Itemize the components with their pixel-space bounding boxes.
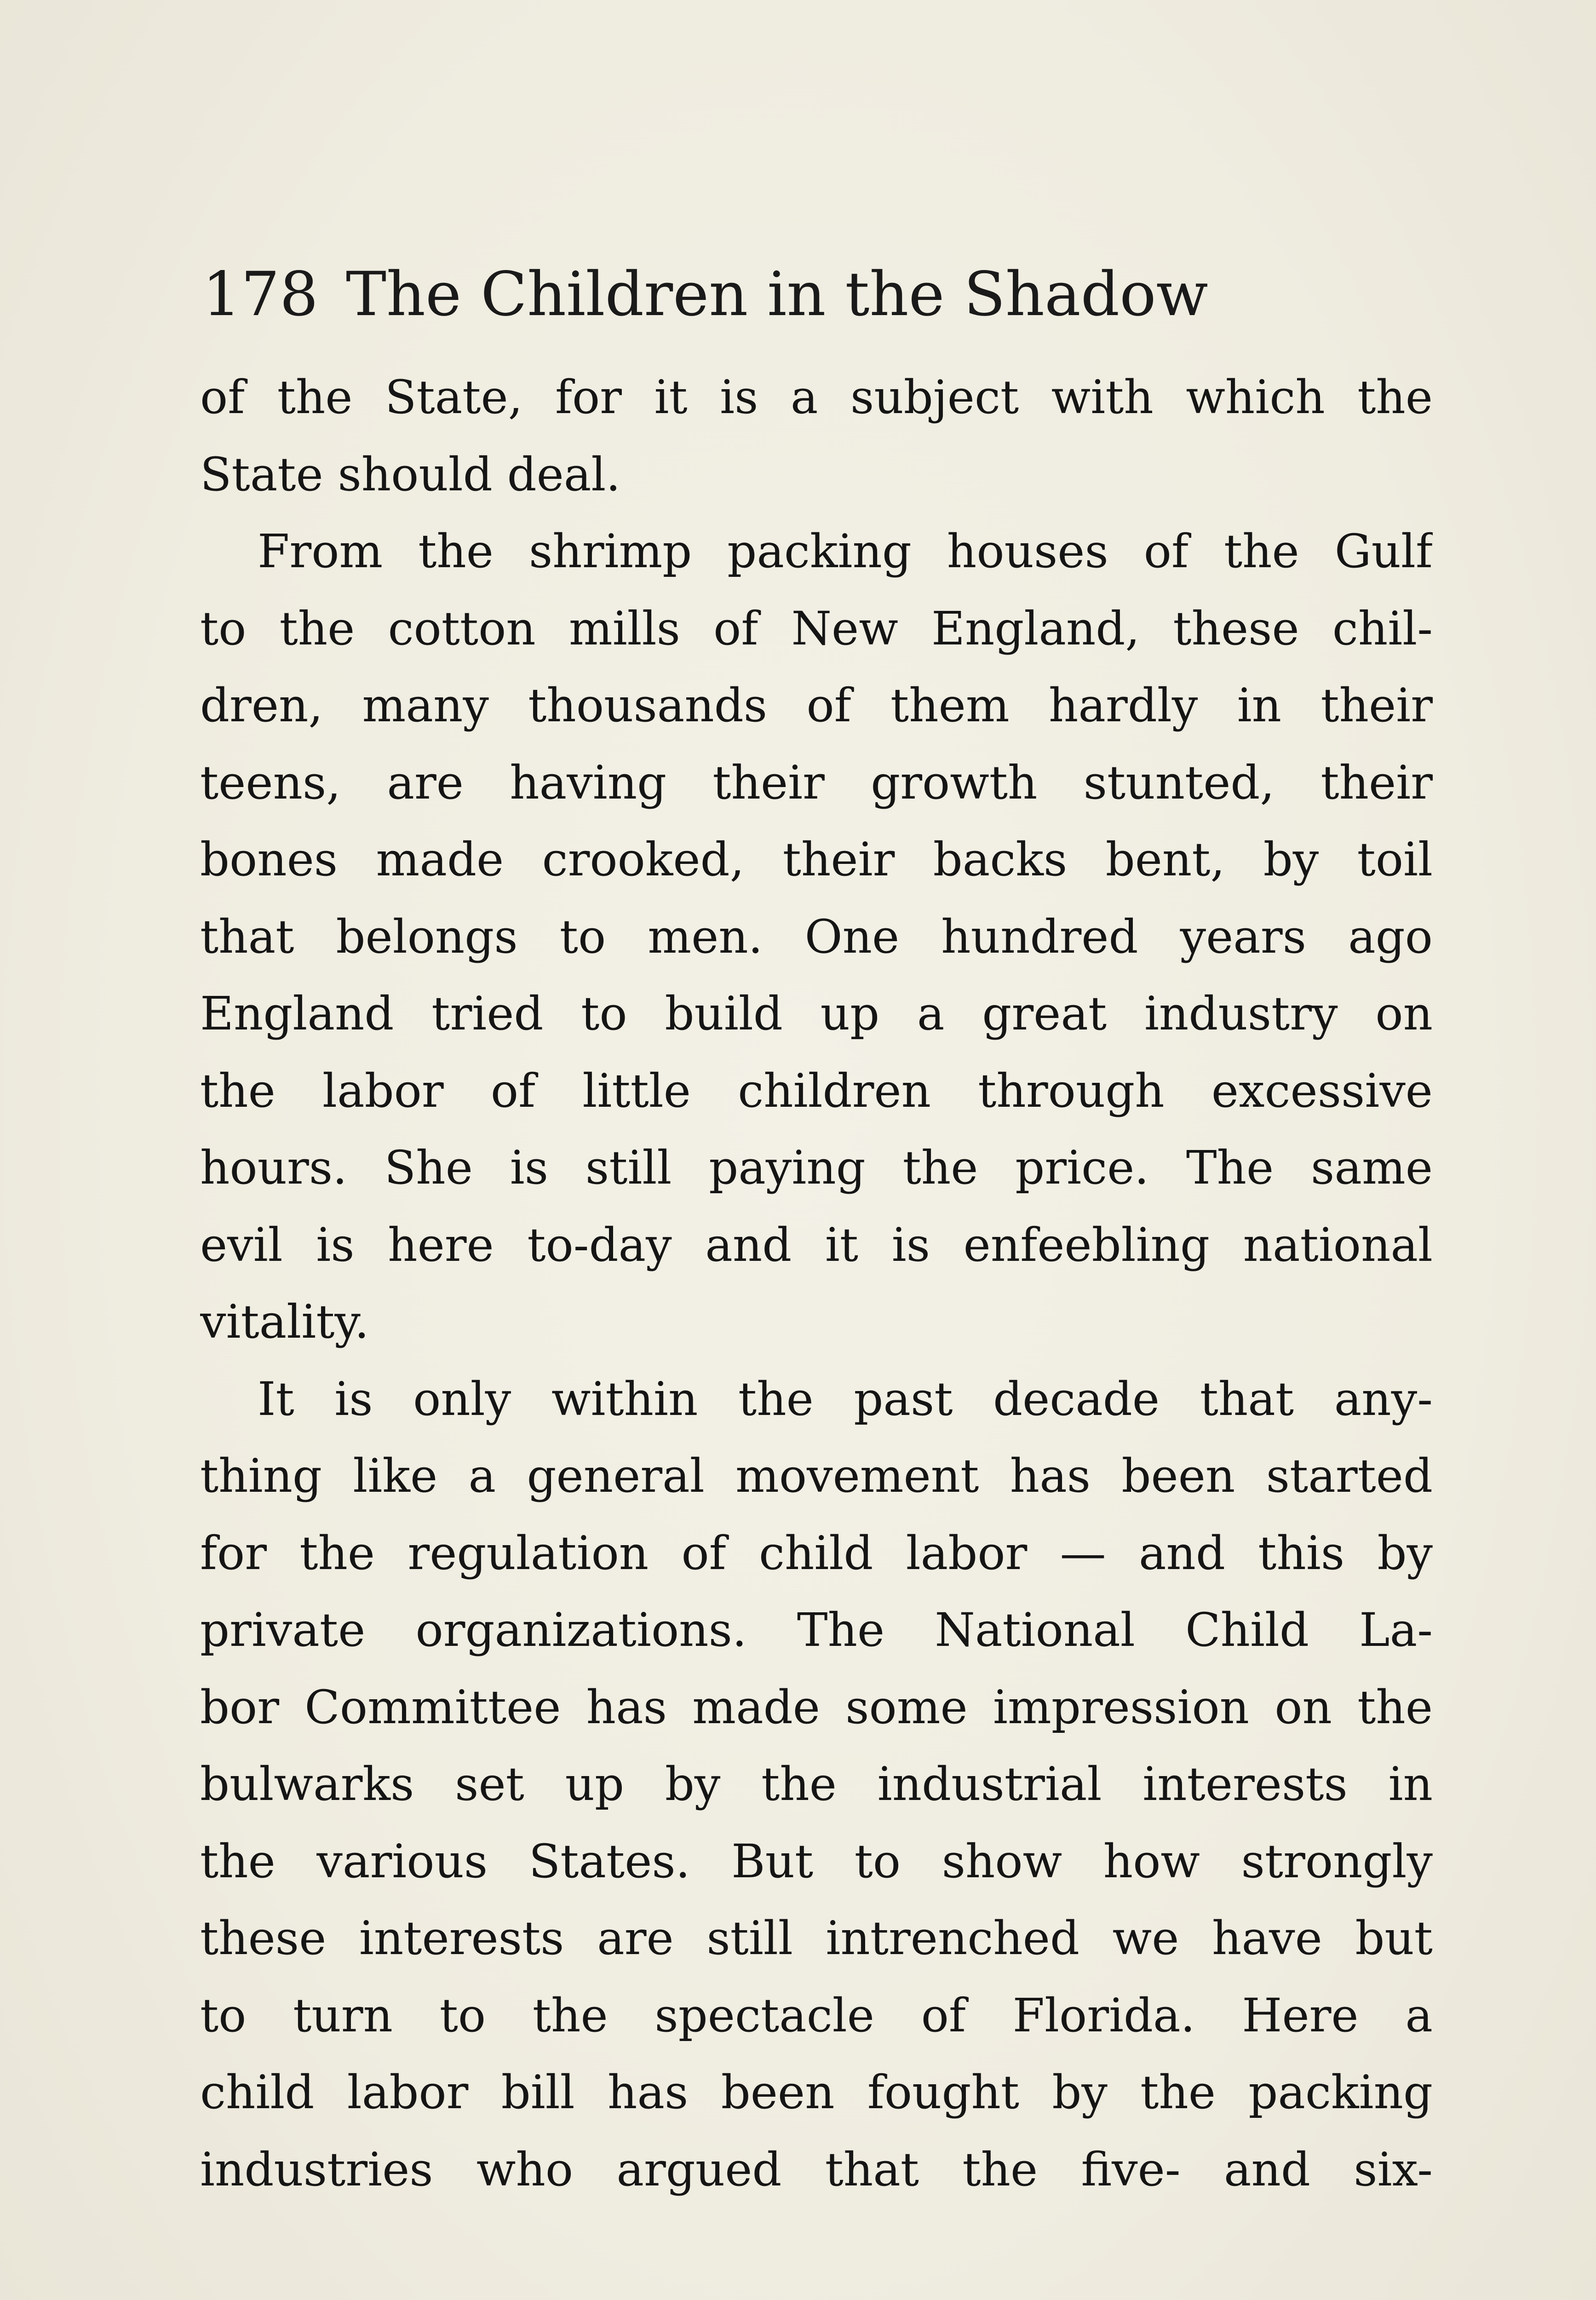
text-line: the various States. But to show how strongly	[200, 1834, 1433, 1888]
text-line: of the State, for it is a subject with which the	[200, 370, 1433, 424]
text-line: for the regulation of child labor — and this by	[200, 1526, 1433, 1580]
text-line: industries who argued that the five- and six-	[200, 2142, 1433, 2196]
text-line: these interests are still intrenched we have but	[200, 1911, 1433, 1965]
text-line: hours. She is still paying the price. The same	[200, 1141, 1433, 1195]
text-line: vitality.	[200, 1295, 369, 1349]
body-text	[200, 359, 1433, 2208]
text-line: It is only within the past decade that any-	[258, 1372, 1433, 1426]
text-line: child labor bill has been fought by the packing	[200, 2065, 1433, 2119]
text-line: bor Committee has made some impression on the	[200, 1680, 1433, 1734]
running-title: The Children in the Shadow	[345, 259, 1208, 330]
text-line: England tried to build up a great industry on	[200, 987, 1433, 1041]
text-line: bulwarks set up by the industrial interests in	[200, 1757, 1433, 1811]
text-line: to turn to the spectacle of Florida. Here a	[200, 1988, 1433, 2042]
text-line: evil is here to-day and it is enfeebling national	[200, 1218, 1433, 1272]
text-line: thing like a general movement has been started	[200, 1449, 1433, 1503]
running-header	[202, 248, 1444, 340]
text-line: the labor of little children through excessive	[200, 1064, 1433, 1118]
text-line: dren, many thousands of them hardly in their	[200, 678, 1433, 732]
text-line: teens, are having their growth stunted, their	[200, 755, 1433, 810]
text-line: that belongs to men. One hundred years ago	[200, 909, 1433, 964]
page-number: 178	[202, 259, 318, 330]
text-line: private organizations. The National Child La-	[200, 1603, 1433, 1657]
text-line: bones made crooked, their backs bent, by toil	[200, 833, 1433, 886]
text-line: From the shrimp packing houses of the Gulf	[258, 524, 1433, 578]
text-line: State should deal.	[200, 447, 621, 501]
text-line: to the cotton mills of New England, these chil-	[200, 601, 1433, 656]
